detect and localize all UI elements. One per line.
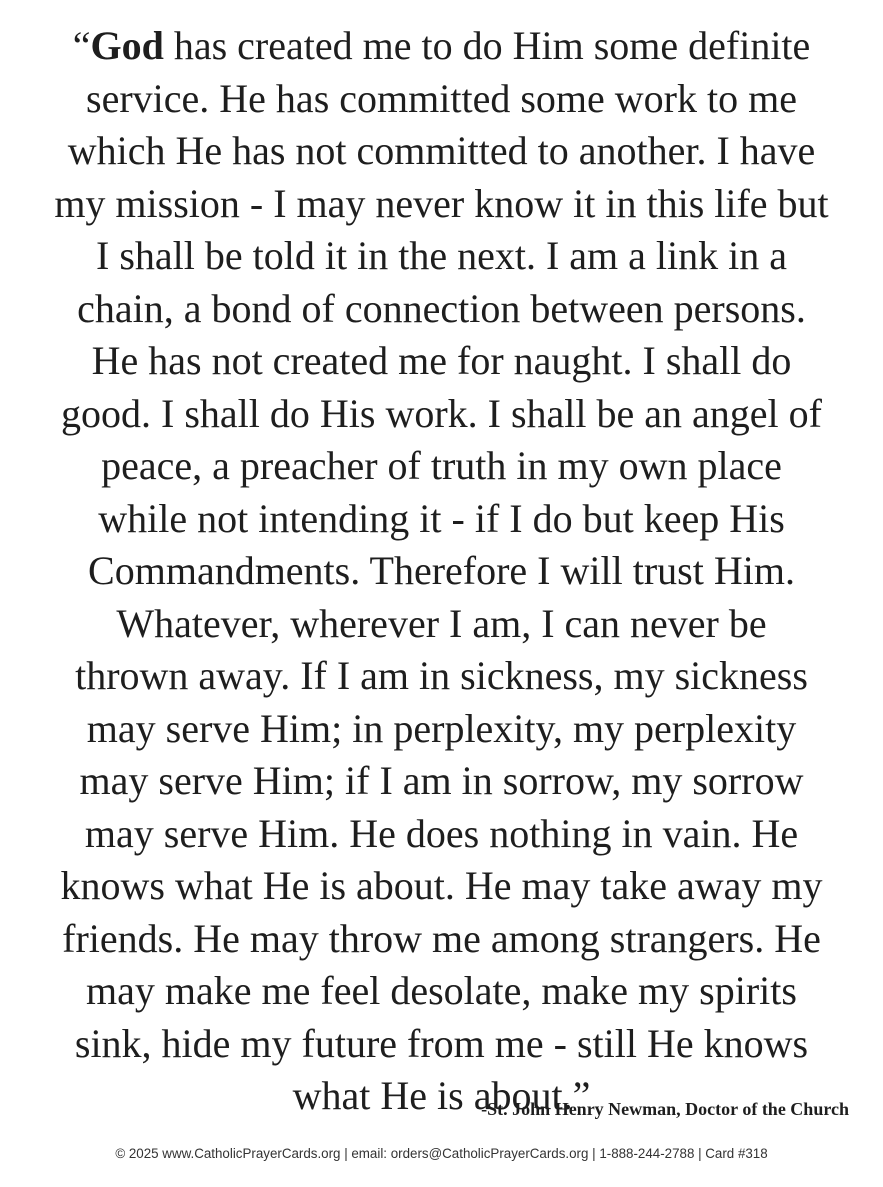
prayer-line: my mission - I may never know it in this life but: [54, 180, 829, 226]
first-word: God: [90, 23, 164, 68]
first-line-rest: has created me to do Him some definite: [163, 23, 811, 68]
prayer-line: good. I shall do His work. I shall be an angel of: [61, 390, 822, 436]
open-quote: “: [72, 23, 91, 68]
footer-contact-info: © 2025 www.CatholicPrayerCards.org | email: orders@CatholicPrayerCards.org | 1-888-244-2788 | Card #318: [115, 1146, 768, 1161]
prayer-line: I shall be told it in the next. I am a link in a: [96, 233, 787, 278]
prayer-line: chain, a bond of connection between persons.: [77, 285, 806, 331]
prayer-line: Whatever, wherever I am, I can never be: [116, 600, 767, 646]
prayer-line: may make me feel desolate, make my spirits: [86, 968, 797, 1013]
prayer-line: knows what He is about. He may take away my: [60, 863, 823, 908]
prayer-line: while not intending it - if I do but keep His: [98, 495, 785, 541]
prayer-line: may serve Him; if I am in sorrow, my sorrow: [79, 758, 804, 803]
prayer-line: service. He has committed some work to me: [86, 75, 797, 121]
prayer-line: [18, 20, 865, 73]
prayer-line: what He is about.”: [292, 1073, 591, 1118]
prayer-text: [18, 20, 865, 1123]
prayer-line: He has not created me for naught. I shall do: [91, 338, 792, 383]
attribution: -St. John Henry Newman, Doctor of the Church: [481, 1099, 849, 1119]
prayer-line: sink, hide my future from me - still He knows: [74, 1020, 809, 1066]
prayer-line: friends. He may throw me among strangers. He: [62, 915, 821, 961]
prayer-line: thrown away. If I am in sickness, my sickness: [75, 653, 808, 698]
prayer-line: peace, a preacher of truth in my own place: [101, 443, 782, 488]
prayer-line: may serve Him. He does nothing in vain. He: [84, 810, 799, 856]
prayer-line: may serve Him; in perplexity, my perplexity: [86, 705, 797, 751]
prayer-line: Commandments. Therefore I will trust Him.: [88, 548, 795, 593]
prayer-line: which He has not committed to another. I have: [67, 128, 816, 173]
